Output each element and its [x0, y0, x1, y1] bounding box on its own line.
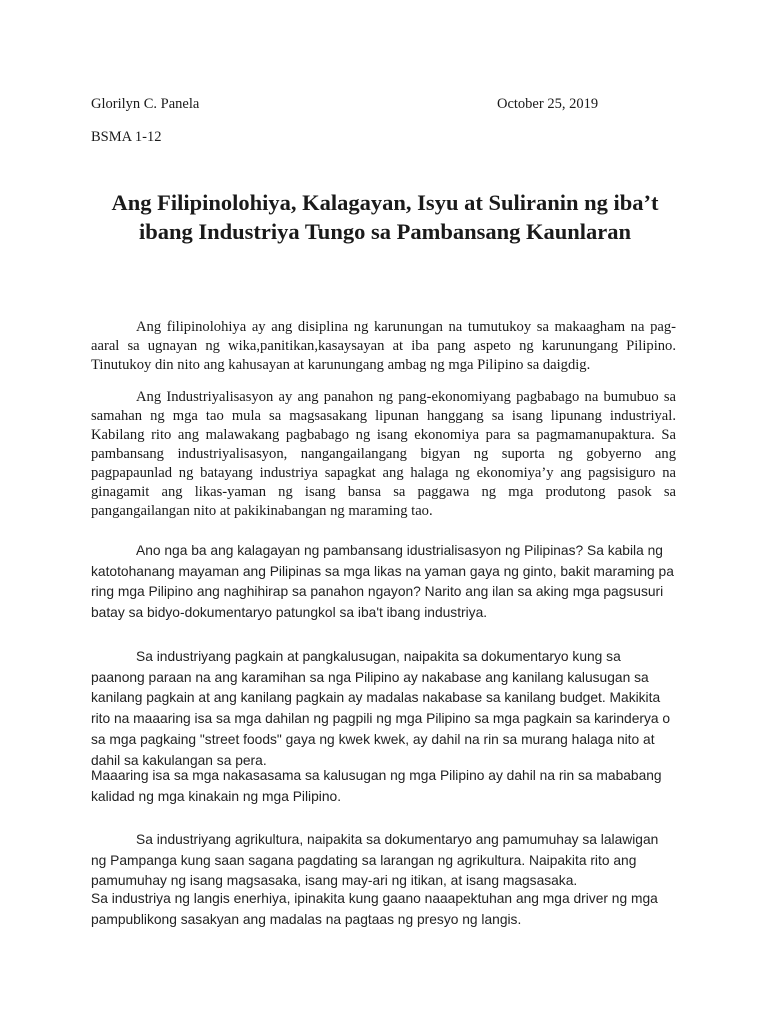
paragraph-langis: Sa industriya ng langis enerhiya, ipinakita kung gaano naaapektuhan ang mga driver ng mga pampublikong sasakyan ang madalas na pagtaas ng presyo ng langis.: [91, 891, 658, 927]
document-date: October 25, 2019: [497, 96, 599, 112]
paragraph-agrikultura: Sa industriyang agrikultura, naipakita sa dokumentaryo ang pamumuhay sa lalawigan ng Pampanga kung saan sagana pagdating sa larangan ng agrikultura. Naipakita rito ang pamumuhay ng isang magsasaka, isang may-ari ng itikan, at isang magsasaka.: [91, 832, 659, 889]
class-section: BSMA 1-12: [91, 129, 162, 145]
paragraph-industriyalisasyon: Ang Industriyalisasyon ay ang panahon ng pang-ekonomiyang pagbabago na bumubuo sa samahan ng mga tao mula sa magsasakang lipunan hanggang sa isang lipunang industriyal. Kabilang rito ang malawakang pagbabago ng isang ekonomiya para sa pagmamanupaktura. Sa pambansang industriyalisasyon, nangangailangang bigyan ng suporta ng gobyerno ang pagpapaunlad ng batayang industriya sapagkat ang halaga ng ekonomiya’y ang pagsisiguro na ginagamit ang likas-yaman ng isang bansa sa paggawa ng mga produtong pasok sa pangangailangan nito at pakikinabangan ng maraming tao.: [91, 389, 676, 519]
document-title: Ang Filipinolohiya, Kalagayan, Isyu at Suliranin ng iba’t ibang Industriya Tungo sa Pambansang Kaunlaran: [111, 190, 659, 244]
author-name: Glorilyn C. Panela: [91, 96, 200, 112]
paragraph-kalagayan: Ano nga ba ang kalagayan ng pambansang idustrialisasyon ng Pilipinas? Sa kabila ng katotohanang mayaman ang Pilipinas sa mga likas na yaman gaya ng ginto, bakit maraming pa ring mga Pilipino ang naghihirap sa panahon ngayon? Narito ang ilan sa aking mga pagsusuri batay sa bidyo-dokumentaryo patungkol sa iba't ibang industriya.: [91, 543, 674, 621]
paragraph-pagkain: Sa industriyang pagkain at pangkalusugan, naipakita sa dokumentaryo kung sa paanong paraan na ang karamihan sa nga Pilipino ay nakabase ang kanilang kalusugan sa kanilang pagkain at ang kanilang pagkain ay madalas nakabase sa kanilang budget. Makikita rito na maaaring isa sa mga dahilan ng pagpili ng mga Pilipino sa mga pagkain sa karinderya o sa mga pagkaing "street foods" gaya ng kwek kwek, ay dahil na rin sa murang halaga nito at dahil sa kakulangan sa pera.: [91, 649, 671, 768]
paragraph-kalusugan: Maaaring isa sa mga nakasasama sa kalusugan ng mga Pilipino ay dahil na rin sa mababang kalidad ng mga kinakain ng mga Pilipino.: [91, 768, 662, 804]
paragraph-filipinolohiya: Ang filipinolohiya ay ang disiplina ng karunungan na tumutukoy sa makaagham na pag-aaral sa ugnayan ng wika,panitikan,kasaysayan at iba pang aspeto ng karunungang Pilipino. Tinutukoy din nito ang kahusayan at karunungang ambag ng mga Pilipino sa daigdig.: [91, 319, 676, 373]
